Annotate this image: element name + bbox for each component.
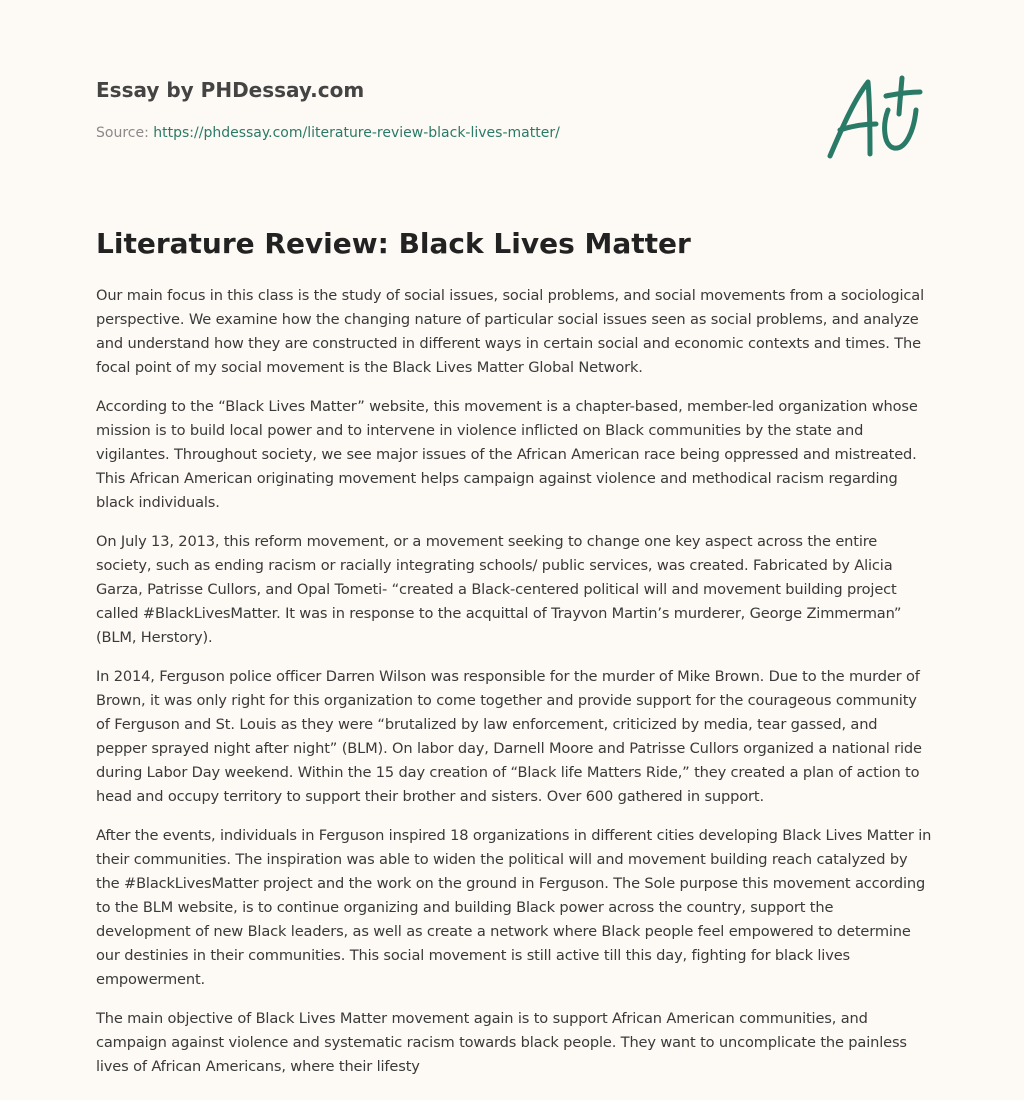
essay-page [96, 0, 932, 1100]
site-title: Essay by PHDessay.com [96, 78, 365, 102]
essay-paragraph-2: According to the “Black Lives Matter” website, this movement is a chapter-based, member-led organization whose mission is to build local power and to intervene in violence inflicted on Black communities by the state and vigilantes. Throughout society, we see major issues of the African American race being oppressed and mistreated. This African American originating movement helps campaign against violence and methodical racism regarding black individuals. [96, 398, 918, 511]
essay-paragraph-4: In 2014, Ferguson police officer Darren Wilson was responsible for the murder of Mike Brown. Due to the murder of Brown, it was only right for this organization to come together and provide support for the courageous community of Ferguson and St. Louis as they were “brutalized by law enforcement, criticized by media, tear gassed, and pepper sprayed night after night” (BLM). On labor day, Darnell Moore and Patrisse Cullors organized a national ride during Labor Day weekend. Within the 15 day creation of “Black life Matters Ride,” they created a plan of action to head and occupy territory to support their brother and sisters. Over 600 gathered in support. [96, 668, 922, 805]
essay-paragraph-3: On July 13, 2013, this reform movement, or a movement seeking to change one key aspect across the entire society, such as ending racism or racially integrating schools/ public services, was created. Fabricated by Alicia Garza, Patrisse Cullors, and Opal Tometi- “created a Black-centered political will and movement building project called #BlackLivesMatter. It was in response to the acquittal of Trayvon Martin’s murderer, George Zimmerman” (BLM, Herstory). [96, 533, 902, 646]
page-header [96, 76, 932, 166]
a-plus-grade-icon [824, 70, 928, 162]
essay-paragraph-6: The main objective of Black Lives Matter movement again is to support African American communities, and campaign against violence and systematic racism towards black people. They want to uncomplicate the painless lives of African Americans, where their lifesty [96, 1010, 907, 1075]
essay-paragraph-5: After the events, individuals in Ferguson inspired 18 organizations in different cities developing Black Lives Matter in their communities. The inspiration was able to widen the political will and movement building reach catalyzed by the #BlackLivesMatter project and the work on the ground in Ferguson. The Sole purpose this movement according to the BLM website, is to continue organizing and building Black power across the country, support the development of new Black leaders, as well as create a network where Black people feel empowered to determine our destinies in their communities. This social movement is still active till this day, fighting for black lives empowerment. [96, 827, 932, 988]
essay-title: Literature Review: Black Lives Matter [96, 227, 691, 260]
essay-paragraph-1: Our main focus in this class is the study of social issues, social problems, and social movements from a sociological perspective. We examine how the changing nature of particular social issues seen as social problems, and analyze and understand how they are constructed in different ways in certain social and economic contexts and times. The focal point of my social movement is the Black Lives Matter Global Network. [96, 287, 924, 376]
source-label: Source: [96, 125, 154, 141]
source-line [96, 122, 560, 144]
source-link[interactable]: https://phdessay.com/literature-review-black-lives-matter/ [153, 125, 560, 141]
essay-body [96, 284, 932, 1094]
